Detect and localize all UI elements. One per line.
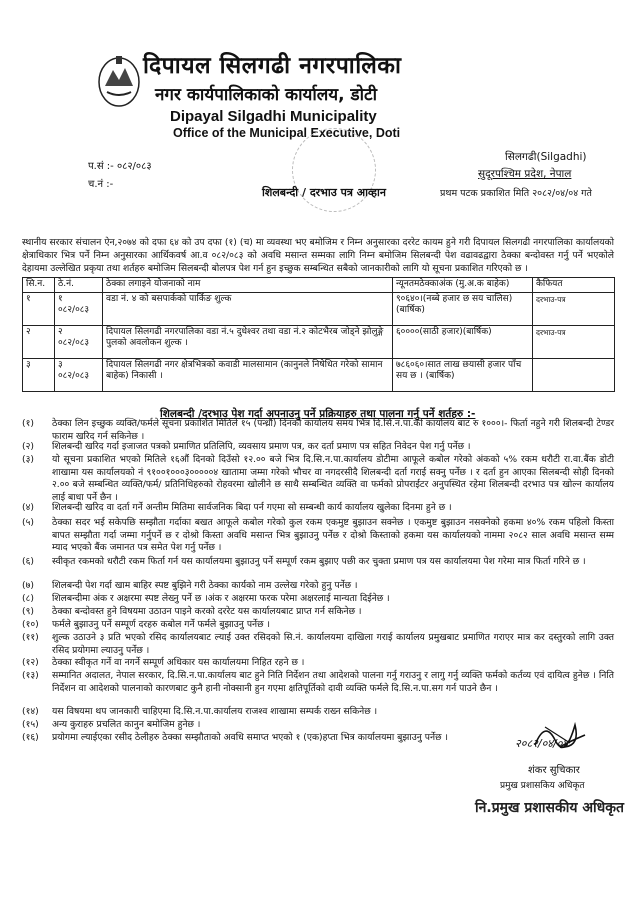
cell-name: दिपायल सिलगढी नगरपालिका वडा नं.५ दुधेश्वर तथा वडा नं.२ कोटभैरब जोड्ने झोलुङ्गे पुलको अवलोकन शुल्क । bbox=[103, 325, 393, 358]
cell-amount: ७८६०६०।सात लाख छयासी हजार पाँच सय छ । (बार्षिक) bbox=[393, 358, 533, 391]
col-header-no: ठे.नं. bbox=[55, 278, 103, 293]
cell-no: ३ ०८२/०८३ bbox=[55, 358, 103, 391]
condition-number: (९) bbox=[22, 606, 34, 617]
condition-text: यो सूचना प्रकाशित भएको मितिले १६औं दिनको दिउँसो १२.०० बजे भित्र दि.सि.न.पा.कार्यालय डोटीमा आफूले कबोल गरेको अंकको ५% रकम धरौटी रा.वा.बैंक डोटी शाखामा यस कार्यालयको नं ९१००१०००३०००००४ खातामा जम्मा गरेको भौचर वा नगदरसीदै शिलबन्दी दर्ता गराई सक्नु पर्नेछ । र दर्ता हुन आएका सिलबन्दी सोही दिनको २.०० बजे सम्बन्धित व्यक्ति/फर्म/ प्रतिनिधिहरुको रोहवरमा खोलीने छ साथै सम्बन्धित व्यक्ति वा फर्मको प्रोपराईटर अनुपस्थित रहेमा शिलबन्दी दरभाउ पत्र खोल्न कार्यालय लाई बाधा पर्ने छैन । bbox=[52, 454, 614, 503]
nepal-emblem-icon bbox=[95, 52, 143, 110]
province: सुदूरपश्चिम प्रदेश, नेपाल bbox=[478, 168, 572, 180]
table-row bbox=[23, 358, 615, 391]
signatory-name: शंकर सुचिकार bbox=[528, 765, 580, 776]
condition-text: अन्य कुराहरु प्रचलित कानुन बमोजिम हुनेछ । bbox=[52, 719, 201, 730]
condition-text: शिलबन्दी खरिद वा दर्ता गर्ने अन्तीम मितिमा सार्वजनिक बिदा पर्न गएमा सो सम्बन्धी कार्य कार्यालय खुलेका दिनमा हुने छ । bbox=[52, 502, 452, 513]
condition-number: (१४) bbox=[22, 706, 39, 717]
table-row bbox=[23, 325, 615, 358]
condition-text: शुल्क उठाउने ३ प्रति भएको रसिद कार्यालयबाट ल्याई उक्त रसिदको सि.नं. कार्यालयमा दाखिला गराई कार्यालय प्रमुखबाट प्रमाणित गराएर मात्र कर दस्तुरको लागि उक्त रसिद प्रयोगमा ल्याउनु पर्नेछ । bbox=[52, 632, 614, 656]
col-header-sn: सि.न. bbox=[23, 278, 55, 293]
office-name-en: Dipayal Silgadhi Municipality bbox=[170, 108, 377, 125]
cell-sn: १ bbox=[23, 292, 55, 325]
condition-text: ठेक्का लिन इच्छुक व्यक्ति/फर्मले सूचना प्रकाशित मितिले १५ (पन्ध्रौं) दिनको कार्यालय समय भित्र दि.सि.न.पा.को कार्यालय बाट रु १०००।- फिर्ता नहुने गरी शिलबन्दी टेण्डर फाराम खरिद गर्न सकिनेछ । bbox=[52, 418, 614, 442]
condition-number: (३) bbox=[22, 454, 34, 465]
conditions-title: शिलबन्दी /दरभाउ पेश गर्दा अपनाउनु पर्ने प्रक्रियाहरु तथा पालना गर्नु पर्ने शर्तहरु :- bbox=[160, 408, 476, 420]
col-header-name: ठेक्का लगाइने योजनाको नाम bbox=[103, 278, 393, 293]
condition-text: शिलबन्दीमा अंक र अक्षरमा स्पष्ट लेख्नु पर्ने छ ।अंक र अक्षरमा फरक परेमा अक्षरलाई मान्यता दिईनेछ । bbox=[52, 593, 390, 604]
condition-number: (७) bbox=[22, 580, 34, 591]
condition-number: (१) bbox=[22, 418, 34, 429]
condition-text: ठेक्का बन्दोवस्त हुने विषयमा उठाउन पाइने करको दररेट यस कार्यालयबाट प्राप्त गर्न सकिनेछ । bbox=[52, 606, 362, 617]
condition-number: (८) bbox=[22, 593, 34, 604]
condition-text: सम्मानित अदालत, नेपाल सरकार, दि.सि.न.पा.कार्यालय बाट हुने निति निर्देशन तथा आदेशको पालना गर्नु गराउनु र लागु गर्नु व्यक्ति फर्मको कर्तव्य एवं दायित्व हुनेछ । निति निर्देशन वा आदेशको पालनाको कारणबाट कुनै हानी नोक्सानी हुन गएमा क्षतिपूर्तिको दावी व्यक्ति फर्मले दि.सि.न.पा.सग गर्न पाउने छैन । bbox=[52, 670, 614, 694]
condition-number: (५) bbox=[22, 517, 34, 528]
condition-text: ठेक्का स्वीकृत गर्ने वा नगर्ने सम्पूर्ण अधिकार यस कार्यालयमा निहित रहने छ । bbox=[52, 657, 305, 668]
condition-text: प्रयोगमा ल्याईएका रसीद ठेलीहरु ठेक्का सम्झौताको अवधि समाप्त भएको १ (एक)हप्ता भित्र कार्यालयमा बुझाउनु पर्नेछ । bbox=[52, 732, 448, 743]
office-name-np: दिपायल सिलगढी नगरपालिका bbox=[143, 53, 402, 79]
dispatch-number: च.नं :- bbox=[88, 179, 114, 190]
condition-text: शिलबन्दी खरिद गर्दा इजाजत पत्रको प्रमाणित प्रतिलिपि, व्यवसाय प्रमाण पत्र, कर दर्ता प्रमाण पत्र सहित निवेदन पेश गर्नु पर्नेछ । bbox=[52, 441, 471, 452]
cell-amount: ६००००(साठी हजार)(बार्षिक) bbox=[393, 325, 533, 358]
cell-no: १ ०८२/०८३ bbox=[55, 292, 103, 325]
col-header-remark: कैफियत bbox=[533, 278, 615, 293]
signatory-designation: प्रमुख प्रशासकिय अधिकृत bbox=[500, 781, 585, 791]
condition-number: (२) bbox=[22, 441, 34, 452]
condition-number: (१५) bbox=[22, 719, 39, 730]
contract-table bbox=[22, 277, 615, 392]
condition-number: (१०) bbox=[22, 619, 39, 630]
intro-paragraph: स्थानीय सरकार संचालन ऐन,२०७४ को दफा ६४ को उप दफा (१) (च) मा व्यवस्था भए बमोजिम र निम्न अनुसारका दररेट कायम हुने गरी दिपायल सिलगढी नगरपालिका कार्यालयको क्षेत्राधिकार भित्र पर्ने निम्न अनुसारका आर्थिकवर्ष आ.व ०८२/०८३ को अवधि मसान्त सम्मका लागि निम्न बमोजिम सिलबन्दी पेश वढावढद्वारा ठेक्का बन्दोवस्त गर्नु पर्ने भएकोले देहायमा उल्लेखित प्रकृया तथा शर्तहरु बमोजिम सिलबन्दी बोलपत्र पेश गर्न हुन इच्छुक सम्बन्धित सबैको जानकारीको लागि यो सूचना प्रकाशित गरिएको छ । bbox=[22, 237, 614, 275]
condition-number: (१६) bbox=[22, 732, 39, 743]
cell-remark: दरभाउ-पत्र bbox=[533, 325, 615, 358]
condition-text: ठेक्का सदर भई सकेपछि सम्झौता गर्दाका बखत आफूले कबोल गरेको कुल रकम एकमुष्ट बुझाउन सक्नेछ । एकमुष्ट बुझाउन नसक्नेको हकमा ४०% रकम पहिलो किस्ता बापत सम्झौता गर्दा जम्मा गर्नुपर्ने छ र दोश्रो किस्ता अवधि मसान्त भित्र बुझाउनु पर्नेछ र दोश्रो किस्ताको हकमा यस कार्यालयको नाममा २०८२ साल अवधि मसान्त सम्म म्याद भएको बैंक जमानत पत्र समेत पेश गर्नु पर्नेछ । bbox=[52, 517, 614, 554]
condition-number: (१२) bbox=[22, 657, 39, 668]
condition-text: फर्मले बुझाउनु पर्ने सम्पूर्ण दरहरु कबोल गर्ने फर्मले बुझाउनु पर्नेछ । bbox=[52, 619, 270, 630]
office-subtitle-np: नगर कार्यपालिकाको कार्यालय, डोटी bbox=[155, 85, 377, 105]
condition-number: (१३) bbox=[22, 670, 39, 681]
condition-text: यस विषयमा थप जानकारी चाहिएमा दि.सि.न.पा.कार्यालय राजश्व शाखामा सम्पर्क राख्न सकिनेछ । bbox=[52, 706, 378, 717]
condition-text: शिलबन्दी पेश गर्दा खाम बाहिर स्पष्ट बुझिने गरी ठेक्का कार्यको नाम उल्लेख गरेको हुनु पर्नेछ । bbox=[52, 580, 358, 591]
cell-name: दिपायल सिलगढी नगर क्षेत्रभित्रको कवाडी मालसामान (कानुनले निषेधित गरेको सामान बाहेक) निकासी । bbox=[103, 358, 393, 391]
cell-amount: ९०६४०।(नब्बे हजार छ सय चालिस) (बार्षिक) bbox=[393, 292, 533, 325]
designation-stamp: नि.प्रमुख प्रशासकीय अधिकृत bbox=[475, 800, 624, 816]
cell-sn: ३ bbox=[23, 358, 55, 391]
cell-remark: दरभाउ-पत्र bbox=[533, 292, 615, 325]
cell-no: २ ०८२/०८३ bbox=[55, 325, 103, 358]
location: सिलगढी(Silgadhi) bbox=[505, 151, 587, 163]
condition-number: (११) bbox=[22, 632, 39, 643]
published-date: प्रथम पटक प्रकाशित मिति २०८२/०४/०४ गते bbox=[440, 188, 592, 199]
condition-number: (४) bbox=[22, 502, 34, 513]
cell-remark bbox=[533, 358, 615, 391]
office-subtitle-en: Office of the Municipal Executive, Doti bbox=[173, 126, 401, 140]
notice-title: शिलबन्दी / दरभाउ पत्र आव्हान bbox=[262, 186, 386, 199]
condition-number: (६) bbox=[22, 556, 34, 567]
table-row bbox=[23, 292, 615, 325]
col-header-amount: न्यूनतमठेक्काअंक (मु.अ.क बाहेक) bbox=[393, 278, 533, 293]
cell-name: वडा नं. ४ को बसपार्कको पार्किङ शुल्क bbox=[103, 292, 393, 325]
condition-text: स्वीकृत रकमको धरौटी रकम फिर्ता गर्न यस कार्यालयमा बुझाउनु पर्ने सम्पूर्ण रकम बुझाए पछी कर चुक्ता प्रमाण पत्र यस कार्यालयमा पेश गरेमा मात्र फिर्ता गरिने छ । bbox=[52, 556, 586, 567]
reference-number: प.सं :- ०८२/०८३ bbox=[88, 161, 152, 172]
signature-date: २०८२/०४/०४ bbox=[515, 737, 569, 750]
cell-sn: २ bbox=[23, 325, 55, 358]
